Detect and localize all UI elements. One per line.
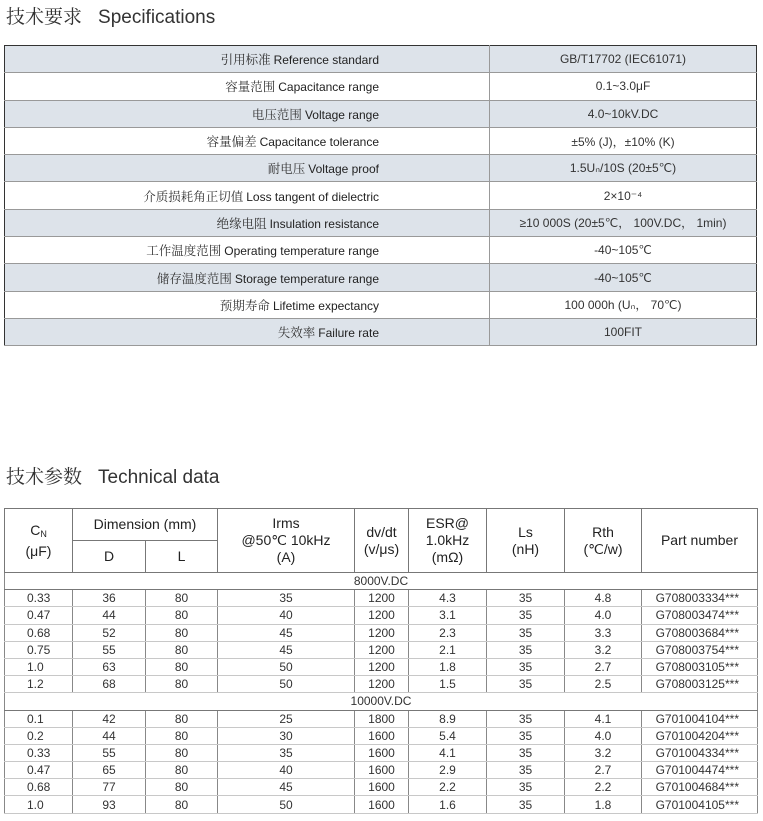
spec-label-en: Storage temperature range (234, 271, 379, 286)
technical-data-heading (6, 462, 219, 489)
cell-part-number: G708003125*** (642, 676, 758, 693)
cell-rth: 2.7 (565, 762, 642, 779)
cell-length: 80 (146, 590, 218, 607)
header-dvdt-label: dv/dt (366, 523, 397, 540)
header-capacitance-subscript: N (40, 528, 47, 539)
spec-label-cn: 耐电压 (267, 161, 306, 177)
cell-ls: 35 (487, 676, 565, 693)
table-row (5, 658, 758, 675)
header-esr-unit: (mΩ) (431, 549, 464, 565)
spec-row (5, 127, 757, 154)
cell-ls: 35 (487, 641, 565, 658)
cell-irms: 35 (218, 744, 355, 761)
spec-value: 100FIT (490, 318, 757, 345)
cell-length: 80 (146, 710, 218, 727)
spec-label-cn: 介质损耗角正切值 (143, 188, 244, 204)
cell-part-number: G701004684*** (642, 779, 758, 796)
spec-label (5, 182, 490, 209)
cell-part-number: G701004474*** (642, 762, 758, 779)
cell-capacitance: 1.2 (5, 676, 73, 693)
cell-capacitance: 0.1 (5, 710, 73, 727)
cell-capacitance: 0.68 (5, 779, 73, 796)
cell-part-number: G708003105*** (642, 658, 758, 675)
cell-rth: 3.3 (565, 624, 642, 641)
cell-capacitance: 1.0 (5, 796, 73, 813)
cell-dvdt: 1600 (355, 762, 409, 779)
cell-irms: 45 (218, 779, 355, 796)
cell-esr: 4.3 (409, 590, 487, 607)
spec-value: -40~105℃ (490, 237, 757, 264)
spec-value: 1.5Uₙ/10S (20±5℃) (490, 155, 757, 182)
spec-label (5, 100, 490, 127)
table-row (5, 590, 758, 607)
cell-length: 80 (146, 744, 218, 761)
cell-irms: 40 (218, 762, 355, 779)
spec-row (5, 209, 757, 236)
spec-value: -40~105℃ (490, 264, 757, 291)
header-esr (409, 509, 487, 573)
cell-irms: 30 (218, 727, 355, 744)
cell-part-number: G708003684*** (642, 624, 758, 641)
spec-label (5, 264, 490, 291)
cell-diameter: 42 (73, 710, 146, 727)
spec-label (5, 291, 490, 318)
spec-value: 4.0~10kV.DC (490, 100, 757, 127)
cell-dvdt: 1200 (355, 624, 409, 641)
cell-rth: 4.1 (565, 710, 642, 727)
cell-capacitance: 0.68 (5, 624, 73, 641)
spec-label (5, 318, 490, 345)
table-row (5, 676, 758, 693)
cell-ls: 35 (487, 624, 565, 641)
spec-label-en: Capacitance tolerance (259, 135, 379, 150)
cell-rth: 3.2 (565, 641, 642, 658)
spec-label-cn: 工作温度范围 (146, 243, 222, 259)
cell-esr: 1.5 (409, 676, 487, 693)
cell-length: 80 (146, 658, 218, 675)
cell-length: 80 (146, 727, 218, 744)
spec-row (5, 291, 757, 318)
spec-label (5, 237, 490, 264)
cell-diameter: 63 (73, 658, 146, 675)
header-dimension: Dimension (mm) (73, 509, 218, 541)
spec-label-cn: 引用标准 (220, 52, 271, 68)
cell-esr: 2.2 (409, 779, 487, 796)
specifications-title-cn: 技术要求 (6, 6, 83, 28)
cell-diameter: 36 (73, 590, 146, 607)
cell-part-number: G701004204*** (642, 727, 758, 744)
voltage-group-label: 10000V.DC (5, 693, 758, 710)
cell-rth: 3.2 (565, 744, 642, 761)
cell-rth: 1.8 (565, 796, 642, 813)
cell-esr: 3.1 (409, 607, 487, 624)
spec-row (5, 46, 757, 73)
spec-label-cn: 容量偏差 (206, 134, 257, 150)
cell-ls: 35 (487, 779, 565, 796)
cell-esr: 4.1 (409, 744, 487, 761)
cell-diameter: 44 (73, 727, 146, 744)
spec-row (5, 182, 757, 209)
spec-label-cn: 失效率 (277, 325, 316, 341)
cell-diameter: 55 (73, 641, 146, 658)
header-capacitance-symbol: C (30, 521, 41, 538)
cell-ls: 35 (487, 607, 565, 624)
header-dvdt-unit: (v/μs) (363, 540, 400, 557)
header-irms (218, 509, 355, 573)
table-row (5, 641, 758, 658)
spec-label-en: Reference standard (273, 53, 379, 68)
cell-esr: 8.9 (409, 710, 487, 727)
cell-ls: 35 (487, 762, 565, 779)
cell-dvdt: 1200 (355, 658, 409, 675)
cell-part-number: G701004105*** (642, 796, 758, 813)
spec-value: 100 000h (Uₙ， 70℃) (490, 291, 757, 318)
cell-length: 80 (146, 676, 218, 693)
cell-length: 80 (146, 762, 218, 779)
cell-length: 80 (146, 779, 218, 796)
cell-dvdt: 1800 (355, 710, 409, 727)
table-row (5, 796, 758, 813)
cell-diameter: 77 (73, 779, 146, 796)
technical-data-table (4, 508, 758, 814)
cell-rth: 4.0 (565, 607, 642, 624)
table-row (5, 624, 758, 641)
spec-row (5, 73, 757, 100)
header-esr-frequency: 1.0kHz (425, 532, 470, 548)
cell-length: 80 (146, 607, 218, 624)
header-capacitance-unit: (μF) (25, 542, 52, 559)
cell-capacitance: 0.2 (5, 727, 73, 744)
cell-dvdt: 1200 (355, 590, 409, 607)
cell-part-number: G701004334*** (642, 744, 758, 761)
header-length: L (146, 541, 218, 573)
spec-label-en: Insulation resistance (269, 216, 379, 231)
spec-label-en: Voltage proof (308, 162, 379, 177)
spec-label-en: Operating temperature range (224, 244, 379, 259)
cell-rth: 2.5 (565, 676, 642, 693)
cell-rth: 2.2 (565, 779, 642, 796)
table-row (5, 762, 758, 779)
cell-irms: 40 (218, 607, 355, 624)
cell-irms: 50 (218, 676, 355, 693)
cell-dvdt: 1200 (355, 676, 409, 693)
cell-diameter: 44 (73, 607, 146, 624)
header-dvdt (355, 509, 409, 573)
spec-value: ≥10 000S (20±5℃， 100V.DC， 1min) (490, 209, 757, 236)
spec-label-en: Capacitance range (278, 80, 379, 95)
cell-dvdt: 1200 (355, 607, 409, 624)
specifications-heading (6, 2, 215, 29)
spec-row (5, 264, 757, 291)
spec-row (5, 318, 757, 345)
cell-length: 80 (146, 796, 218, 813)
spec-label-cn: 电压范围 (251, 106, 302, 122)
cell-diameter: 55 (73, 744, 146, 761)
header-irms-label: Irms (272, 515, 300, 531)
cell-capacitance: 0.47 (5, 607, 73, 624)
cell-esr: 1.8 (409, 658, 487, 675)
spec-label-en: Voltage range (304, 107, 379, 122)
spec-row (5, 155, 757, 182)
spec-label (5, 209, 490, 236)
cell-ls: 35 (487, 710, 565, 727)
cell-diameter: 68 (73, 676, 146, 693)
cell-irms: 45 (218, 624, 355, 641)
spec-value: GB/T17702 (IEC61071) (490, 46, 757, 73)
cell-diameter: 93 (73, 796, 146, 813)
cell-dvdt: 1600 (355, 779, 409, 796)
cell-irms: 50 (218, 796, 355, 813)
cell-diameter: 52 (73, 624, 146, 641)
cell-part-number: G701004104*** (642, 710, 758, 727)
cell-length: 80 (146, 641, 218, 658)
spec-row (5, 237, 757, 264)
table-row (5, 779, 758, 796)
spec-label-cn: 容量范围 (225, 79, 276, 95)
spec-label (5, 155, 490, 182)
cell-part-number: G708003334*** (642, 590, 758, 607)
spec-label (5, 73, 490, 100)
cell-irms: 45 (218, 641, 355, 658)
header-ls (487, 509, 565, 573)
cell-ls: 35 (487, 796, 565, 813)
technical-data-title-cn: 技术参数 (6, 466, 83, 488)
spec-label (5, 127, 490, 154)
voltage-group-row (5, 693, 758, 710)
header-rth (565, 509, 642, 573)
cell-rth: 4.0 (565, 727, 642, 744)
cell-dvdt: 1600 (355, 744, 409, 761)
header-ls-unit: (nH) (511, 540, 540, 557)
cell-length: 80 (146, 624, 218, 641)
cell-irms: 50 (218, 658, 355, 675)
header-rth-label: Rth (592, 523, 614, 540)
header-capacitance (5, 509, 73, 573)
spec-label-cn: 预期寿命 (219, 297, 270, 313)
cell-ls: 35 (487, 727, 565, 744)
cell-capacitance: 0.47 (5, 762, 73, 779)
spec-value: 2×10⁻⁴ (490, 182, 757, 209)
cell-capacitance: 0.33 (5, 744, 73, 761)
cell-capacitance: 0.75 (5, 641, 73, 658)
spec-row (5, 100, 757, 127)
cell-esr: 2.3 (409, 624, 487, 641)
voltage-group-row (5, 573, 758, 590)
spec-label-en: Loss tangent of dielectric (246, 189, 379, 204)
voltage-group-label: 8000V.DC (5, 573, 758, 590)
table-row (5, 744, 758, 761)
cell-part-number: G708003474*** (642, 607, 758, 624)
cell-esr: 1.6 (409, 796, 487, 813)
spec-label-en: Lifetime expectancy (272, 298, 379, 313)
header-irms-unit: (A) (276, 549, 296, 565)
cell-irms: 25 (218, 710, 355, 727)
header-esr-label: ESR@ (426, 515, 469, 531)
cell-dvdt: 1200 (355, 641, 409, 658)
specifications-title-en: Specifications (98, 7, 216, 28)
specifications-table (4, 45, 757, 346)
cell-part-number: G708003754*** (642, 641, 758, 658)
cell-ls: 35 (487, 744, 565, 761)
cell-esr: 2.9 (409, 762, 487, 779)
cell-dvdt: 1600 (355, 727, 409, 744)
cell-capacitance: 1.0 (5, 658, 73, 675)
spec-value: 0.1~3.0μF (490, 73, 757, 100)
technical-data-title-en: Technical data (98, 467, 220, 488)
cell-dvdt: 1600 (355, 796, 409, 813)
cell-irms: 35 (218, 590, 355, 607)
spec-label (5, 46, 490, 73)
cell-diameter: 65 (73, 762, 146, 779)
cell-esr: 5.4 (409, 727, 487, 744)
cell-rth: 4.8 (565, 590, 642, 607)
spec-label-cn: 储存温度范围 (156, 270, 232, 286)
cell-capacitance: 0.33 (5, 590, 73, 607)
cell-ls: 35 (487, 590, 565, 607)
cell-rth: 2.7 (565, 658, 642, 675)
header-part-number: Part number (642, 509, 758, 573)
header-rth-unit: (℃/w) (583, 540, 623, 557)
table-row (5, 727, 758, 744)
header-diameter: D (73, 541, 146, 573)
spec-label-en: Failure rate (318, 326, 379, 341)
cell-esr: 2.1 (409, 641, 487, 658)
header-ls-label: Ls (518, 523, 533, 540)
table-row (5, 710, 758, 727)
spec-value: ±5% (J)，±10% (K) (490, 127, 757, 154)
cell-ls: 35 (487, 658, 565, 675)
header-irms-condition: @50℃ 10kHz (241, 532, 331, 548)
table-row (5, 607, 758, 624)
spec-label-cn: 绝缘电阻 (216, 215, 267, 231)
